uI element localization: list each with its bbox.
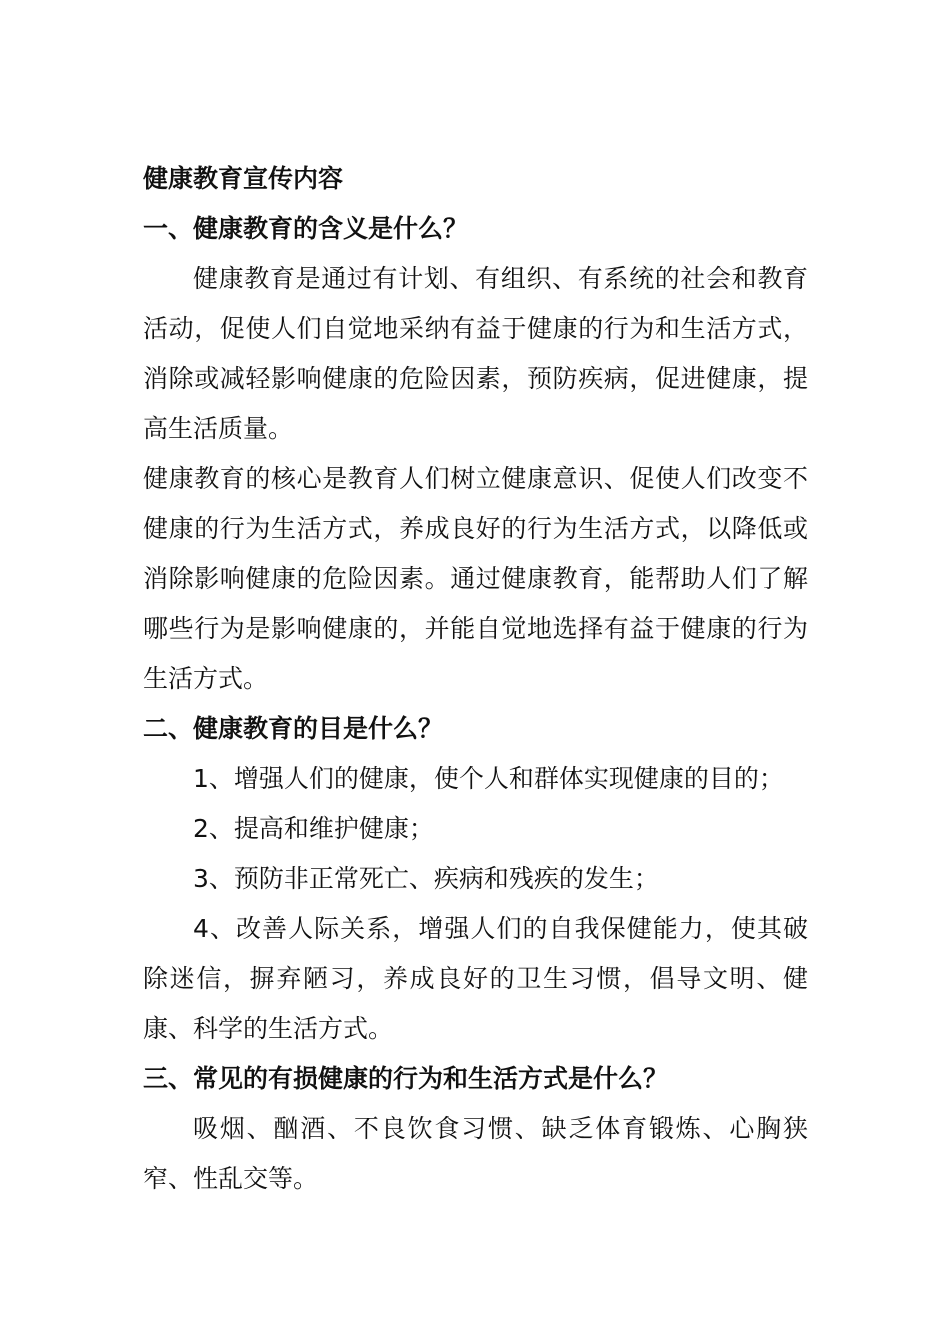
document-body bbox=[143, 154, 808, 1204]
section-2-item-4: 4、改善人际关系，增强人们的自我保健能力，使其破除迷信，摒弃陋习，养成良好的卫生习惯，倡导文明、健康、科学的生活方式。 bbox=[143, 914, 808, 1043]
section-2-heading: 二、健康教育的目是什么？ bbox=[143, 714, 444, 743]
section-2-item-1: 1、增强人们的健康，使个人和群体实现健康的目的； bbox=[193, 764, 784, 793]
section-1-paragraph-2: 健康教育的核心是教育人们树立健康意识、促使人们改变不健康的行为生活方式，养成良好的行为生活方式，以降低或消除影响健康的危险因素。通过健康教育，能帮助人们了解哪些行为是影响健康的，并能自觉地选择有益于健康的行为生活方式。 bbox=[143, 464, 808, 693]
section-3-paragraph-1: 吸烟、酗酒、不良饮食习惯、缺乏体育锻炼、心胸狭窄、性乱交等。 bbox=[143, 1114, 808, 1193]
section-3-heading: 三、常见的有损健康的行为和生活方式是什么？ bbox=[143, 1064, 669, 1093]
section-1-paragraph-1: 健康教育是通过有计划、有组织、有系统的社会和教育活动，促使人们自觉地采纳有益于健康的行为和生活方式，消除或减轻影响健康的危险因素，预防疾病，促进健康，提高生活质量。 bbox=[143, 264, 808, 443]
document-title: 健康教育宣传内容 bbox=[143, 164, 344, 193]
section-2-item-2: 2、提高和维护健康； bbox=[193, 814, 434, 843]
section-1-heading: 一、健康教育的含义是什么？ bbox=[143, 214, 469, 243]
section-2-item-3: 3、预防非正常死亡、疾病和残疾的发生； bbox=[193, 864, 659, 893]
